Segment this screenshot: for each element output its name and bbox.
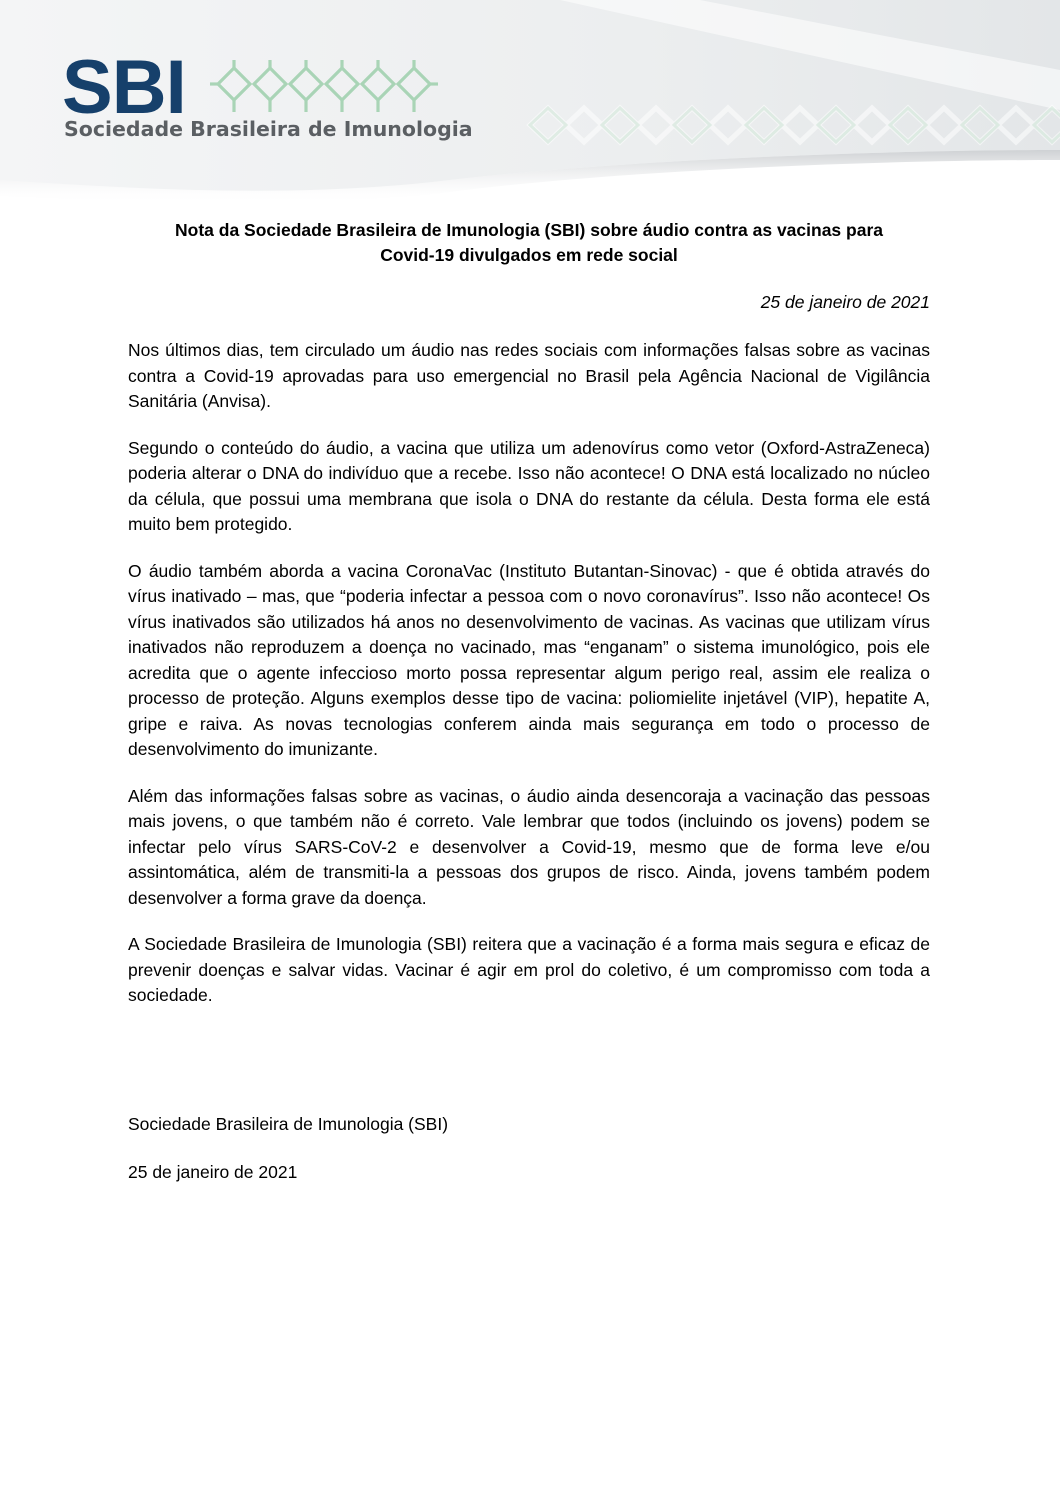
paragraph-1: Nos últimos dias, tem circulado um áudio nas redes sociais com informações falsas sobre as vacinas contra a Covid-19 aprovadas para uso emergencial no Brasil pela Agência Nacional de Vigilância Sanitária (Anvisa). [128, 340, 930, 411]
sbi-logo [62, 45, 473, 150]
title-line-2: Covid-19 divulgados em rede social [380, 245, 678, 265]
logo-letters: SBI [62, 45, 186, 130]
logo-tagline: Sociedade Brasileira de Imunologia [64, 117, 473, 141]
document-body [128, 338, 930, 1030]
signature: Sociedade Brasileira de Imunologia (SBI) [128, 1114, 449, 1134]
document-date-top: 25 de janeiro de 2021 [760, 292, 930, 312]
document-title [128, 218, 930, 268]
paragraph-2: Segundo o conteúdo do áudio, a vacina que utiliza um adenovírus como vetor (Oxford-AstraZeneca) poderia alterar o DNA do indivíduo que a recebe. Isso não acontece! O DNA está localizado no núcleo da célula, que possui uma membrana que isola o DNA do restante da célula. Desta forma ele está muito bem protegido. [128, 437, 930, 534]
title-line-1: Nota da Sociedade Brasileira de Imunologia (SBI) sobre áudio contra as vacinas para [175, 220, 883, 240]
logo-diamond-icon [210, 56, 438, 116]
paragraph-3: O áudio também aborda a vacina CoronaVac (Instituto Butantan-Sinovac) - que é obtida através do vírus inativado – mas, que “poderia infectar a pessoa com o novo coronavírus”. Isso não acontece! Os vírus inativados são utilizados há anos no desenvolvimento de vacinas. As vacinas que utilizam vírus inativados não reproduzem a doença no vacinado, mas “enganam” o sistema imunológico, pois ele acredita que o agente infeccioso morto possa representar algum perigo real, assim ele realiza o processo de proteção. Alguns exemplos desse tipo de vacina: poliomielite injetável (VIP), hepatite A, gripe e raiva. As novas tecnologias conferem ainda mais segurança em todo o processo de desenvolvimento do imunizante. [128, 560, 930, 759]
paragraph-5: A Sociedade Brasileira de Imunologia (SBI) reitera que a vacinação é a forma mais segura e eficaz de prevenir doenças e salvar vidas. Vacinar é agir em prol do coletivo, é um compromisso com toda a sociedade. [128, 934, 930, 1005]
paragraph-4: Além das informações falsas sobre as vacinas, o áudio ainda desencoraja a vacinação das pessoas mais jovens, o que também não é correto. Vale lembrar que todos (incluindo os jovens) podem se infectar pelo vírus SARS-CoV-2 e desenvolver a Covid-19, mesmo que de forma leve e/ou assintomática, além de transmiti-la a pessoas dos grupos de risco. Ainda, jovens também podem desenvolver a forma grave da doença. [128, 785, 930, 908]
document-date-bottom: 25 de janeiro de 2021 [128, 1162, 298, 1182]
